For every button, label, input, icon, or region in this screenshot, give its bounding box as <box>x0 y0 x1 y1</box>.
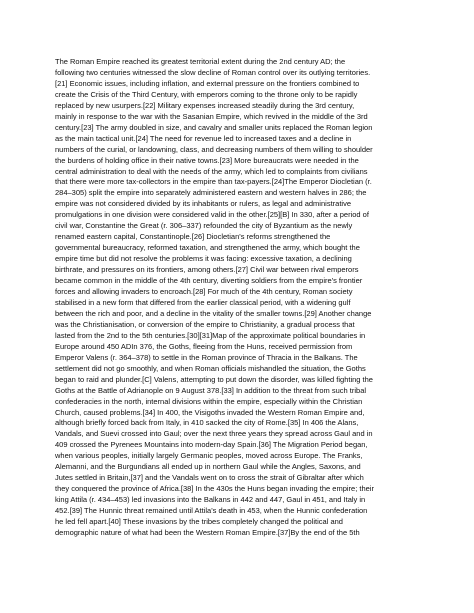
text-line: Europe around 450 ADIn 376, the Goths, fleeing from the Huns, received permission from <box>55 341 353 351</box>
text-line: they conquered the province of Africa.[38] In the 430s the Huns began invading the empire; their <box>55 484 374 494</box>
text-line: Jutes settled in Britain,[37] and the Vandals went on to cross the strait of Gibraltar after which <box>55 473 364 483</box>
text-line: the burdens of holding office in their native towns.[23] More bureaucrats were needed in the <box>55 155 359 165</box>
text-line: when various peoples, initially largely Germanic peoples, moved across Europe. The Franks, <box>55 451 363 461</box>
text-line: that there were more tax-collectors in the empire than tax-payers.[24]The Emperor Diocletian (r. <box>55 177 372 187</box>
text-line: central administration to deal with the needs of the army, which led to complaints from civilians <box>55 166 368 176</box>
text-line: king Attila (r. 434–453) led invasions into the Balkans in 442 and 447, Gaul in 451, and Italy in <box>55 495 366 505</box>
text-line: Goths at the Battle of Adrianople on 9 August 378.[33] In addition to the threat from such tribal <box>55 385 367 395</box>
text-line: was the Christianisation, or conversion of the empire to Christianity, a gradual process that <box>55 319 355 329</box>
text-line: numbers of the curial, or landowning, class, and decreasing numbers of them willing to shoulder <box>55 144 373 154</box>
text-line: empire was not considered divided by its inhabitants or rulers, as legal and administrative <box>55 199 351 209</box>
text-line: mainly in response to the war with the Sasanian Empire, which revived in the middle of the 3rd <box>55 111 368 121</box>
text-line: stabilised in a new form that differed from the earlier classical period, with a widening gulf <box>55 297 351 307</box>
text-line: following two centuries witnessed the slow decline of Roman control over its outlying territories. <box>55 67 371 77</box>
text-line: 409 crossed the Pyrenees Mountains into modern-day Spain.[36] The Migration Period began, <box>55 440 368 450</box>
text-line: as the main tactical unit.[24] The need for revenue led to increased taxes and a decline in <box>55 133 352 143</box>
text-line: replaced by new usurpers.[22] Military expenses increased steadily during the 3rd century, <box>55 100 355 110</box>
text-line: confederacies in the north, internal divisions within the empire, especially within the Christian <box>55 396 363 406</box>
text-line: Vandals, and Suevi crossed into Gaul; over the next three years they spread across Gaul and in <box>55 429 373 439</box>
text-line: promulgations in one division were considered valid in the other.[25][B] In 330, after a period of <box>55 210 369 220</box>
text-line: although briefly forced back from Italy, in 410 sacked the city of Rome.[35] In 406 the Alans, <box>55 418 359 428</box>
text-line: forces and allowing invaders to encroach.[28] For much of the 4th century, Roman society <box>55 287 353 297</box>
text-line: civil war, Constantine the Great (r. 306–337) refounded the city of Byzantium as the newly <box>55 221 353 231</box>
text-line: 284–305) split the empire into separately administered eastern and western halves in 286; the <box>55 188 367 198</box>
text-line: empire time but did not resolve the problems it was facing: excessive taxation, a declining <box>55 254 352 264</box>
text-line: [21] Economic issues, including inflation, and external pressure on the frontiers combined to <box>55 78 360 88</box>
text-line: Alemanni, and the Burgundians all ended up in northern Gaul while the Angles, Saxons, and <box>55 462 361 472</box>
text-line: lasted from the 2nd to the 5th centuries.[30][31]Map of the approximate political boundaries in <box>55 330 366 340</box>
text-line: 452.[39] The Hunnic threat remained until Attila's death in 453, when the Hunnic confederation <box>55 506 368 516</box>
text-line: Emperor Valens (r. 364–378) to settle in the Roman province of Thracia in the Balkans. The <box>55 352 358 362</box>
body-paragraph <box>55 57 427 539</box>
text-line: he led fell apart.[40] These invasions by the tribes completely changed the political and <box>55 517 343 527</box>
text-line: The Roman Empire reached its greatest territorial extent during the 2nd century AD; the <box>55 57 346 66</box>
text-line: create the Crisis of the Third Century, with emperors coming to the throne only to be rapidly <box>55 89 358 99</box>
text-line: century.[23] The army doubled in size, and cavalry and smaller units replaced the Roman legion <box>55 122 373 132</box>
text-line: between the rich and poor, and a decline in the vitality of the smaller towns.[29] Another change <box>55 308 372 318</box>
text-line: demographic nature of what had been the Western Roman Empire.[37]By the end of the 5th <box>55 527 360 537</box>
text-line: began to raid and plunder.[C] Valens, attempting to put down the disorder, was killed fighting the <box>55 374 373 384</box>
text-line: settlement did not go smoothly, and when Roman officials mishandled the situation, the Goths <box>55 363 366 373</box>
text-line: became common in the middle of the 4th century, diverting soldiers from the empire's frontier <box>55 276 363 286</box>
text-line: birthrate, and pressures on its frontiers, among others.[27] Civil war between rival emperors <box>55 265 359 275</box>
text-line: governmental bureaucracy, reformed taxation, and strengthened the army, which bought the <box>55 243 360 253</box>
text-line: Church, caused problems.[34] In 400, the Visigoths invaded the Western Roman Empire and, <box>55 407 365 417</box>
text-line: renamed eastern capital, Constantinople.[26] Diocletian's reforms strengthened the <box>55 232 331 242</box>
